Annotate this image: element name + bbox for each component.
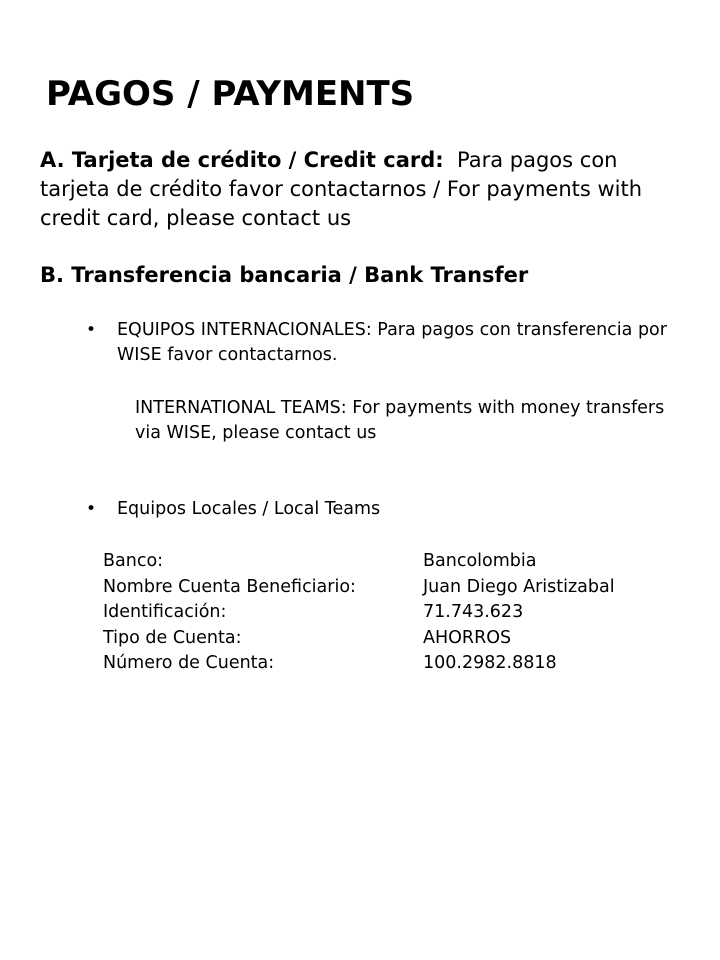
international-teams-english: INTERNATIONAL TEAMS: For payments with money transfers via WISE, please contact us: [135, 398, 665, 443]
beneficiary-label: Nombre Cuenta Beneficiario:: [103, 576, 356, 597]
international-teams-spanish: EQUIPOS INTERNACIONALES: Para pagos con transferencia por WISE favor contactarnos.: [117, 320, 667, 365]
bank-label: Banco:: [103, 551, 164, 571]
page-title: PAGOS / PAYMENTS: [46, 74, 415, 114]
bank-row: [103, 549, 615, 575]
bank-transfer-heading: B. Transferencia bancaria / Bank Transfer: [40, 263, 529, 287]
bullet-international: •: [86, 320, 97, 340]
local-teams-heading: Equipos Locales / Local Teams: [117, 499, 381, 519]
identification-row: [103, 600, 615, 626]
account-number-row: [103, 651, 615, 677]
account-type-value: AHORROS: [423, 627, 512, 648]
credit-card-heading: A. Tarjeta de crédito / Credit card:: [40, 148, 444, 172]
credit-card-text: Para pagos con tarjeta de crédito favor contactarnos / For payments with credit card, please contact us: [40, 148, 643, 230]
bank-value: Bancolombia: [423, 551, 537, 571]
bank-details-table: [103, 549, 615, 677]
account-number-label: Número de Cuenta:: [103, 653, 275, 673]
account-number-value: 100.2982.8818: [423, 653, 557, 673]
identification-value: 71.743.623: [423, 602, 524, 622]
identification-label: Identificación:: [103, 602, 227, 622]
account-type-label: Tipo de Cuenta:: [103, 627, 242, 648]
beneficiary-value: Juan Diego Aristizabal: [423, 576, 615, 597]
beneficiary-row: [103, 575, 615, 601]
bullet-local: •: [86, 499, 97, 519]
credit-card-section: [40, 146, 680, 233]
account-type-row: [103, 626, 615, 652]
